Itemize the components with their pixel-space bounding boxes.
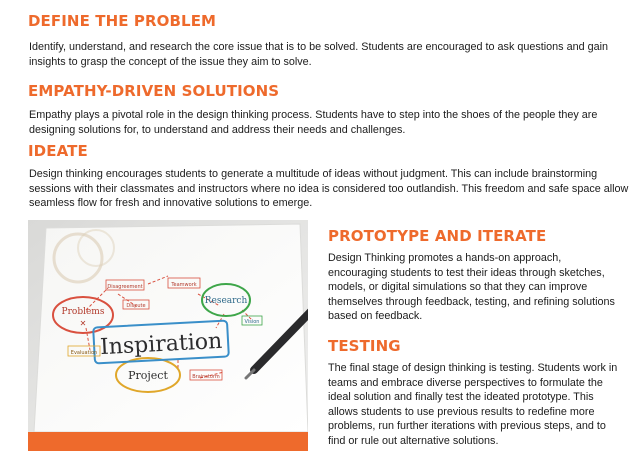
project-label: Project bbox=[128, 369, 168, 382]
empathy-heading: EMPATHY-DRIVEN SOLUTIONS bbox=[28, 82, 280, 100]
problems-label: Problems bbox=[61, 307, 105, 317]
research-label: Research bbox=[204, 296, 248, 306]
inspiration-illustration bbox=[28, 220, 308, 432]
accent-band bbox=[28, 432, 308, 451]
brainstorm-label: Brainstorm bbox=[192, 374, 220, 380]
inspiration-word: Inspiration bbox=[99, 328, 223, 361]
teamwork-label: Teamwork bbox=[171, 282, 197, 288]
paper-sheet bbox=[34, 224, 308, 432]
disagreement-label: Disagreement bbox=[107, 284, 143, 290]
prototype-body: Design Thinking promotes a hands-on approach, encouraging students to test their ideas through sketches, models, or digital simulations so that they can improve themselves through feedback, testing, and refining solutions based on feedback. bbox=[328, 252, 615, 323]
define-heading: DEFINE THE PROBLEM bbox=[28, 12, 217, 30]
vision-label: Vision bbox=[244, 319, 260, 325]
define-body: Identify, understand, and research the core issue that is to be solved. Students are encouraged to ask questions and gain insights to grasp the concept of the issue they aim to solve. bbox=[29, 41, 609, 68]
ideate-body: Design thinking encourages students to generate a multitude of ideas without judgment. This can include brainstorming sessions with their classmates and instructors where no idea is considered too outlandish. This freedom and safe space allow seamless flow for fresh and innovative solutions to emerge. bbox=[29, 168, 629, 210]
testing-body: The final stage of design thinking is testing. Students work in teams and embrace diverse perspectives to formulate the ideal solution and finally test the ideated prototype. This allows students to use previous results to redefine more problems, run further iterations with previous steps, and to find or rule out alternative solutions. bbox=[328, 362, 618, 447]
prototype-heading: PROTOTYPE AND ITERATE bbox=[328, 227, 547, 245]
problems-x-icon: ✕ bbox=[79, 319, 87, 328]
ideate-heading: IDEATE bbox=[28, 142, 88, 160]
evaluation-label: Evaluation bbox=[70, 350, 98, 356]
dispute-label: Dispute bbox=[126, 303, 146, 309]
empathy-body: Empathy plays a pivotal role in the design thinking process. Students have to step into the shoes of the people they are designing solutions for, to understand and address their needs and challenges. bbox=[29, 109, 598, 136]
testing-heading: TESTING bbox=[328, 337, 401, 355]
